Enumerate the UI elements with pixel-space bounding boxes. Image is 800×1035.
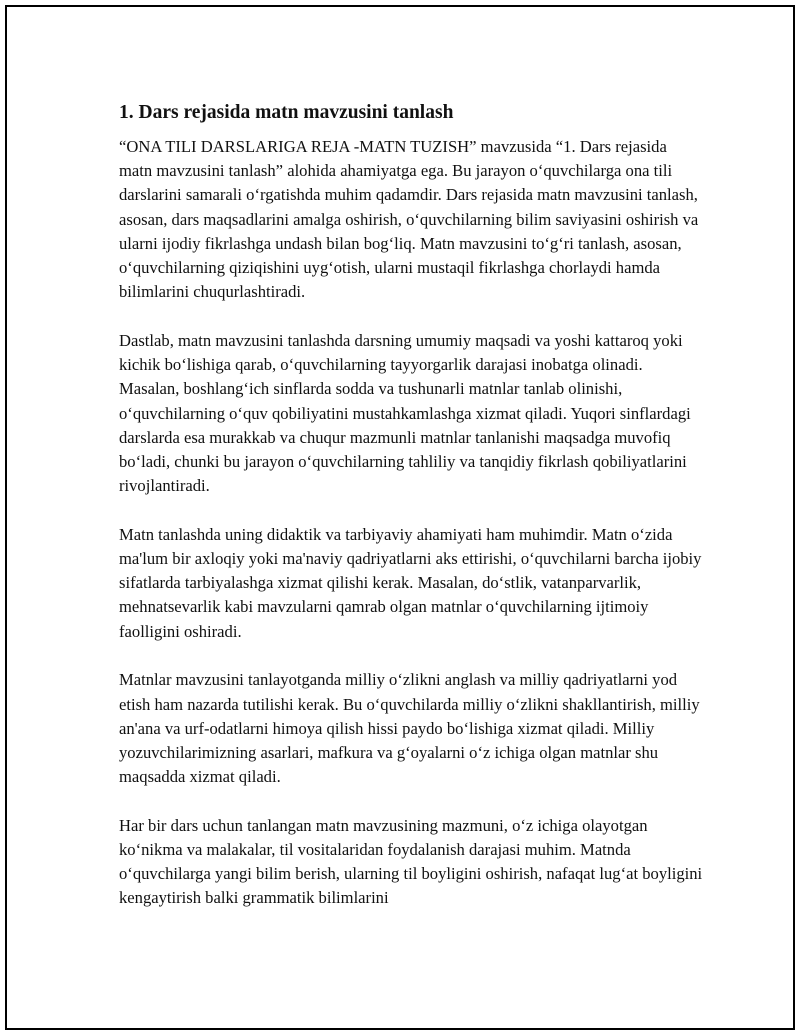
paragraph-5: Har bir dars uchun tanlangan matn mavzusining mazmuni, o‘z ichiga olayotgan ko‘nikma va malakalar, til vositalaridan foydalanish darajasi muhim. Matnda o‘quvchilarga yangi bilim berish, ularning til boyligini oshirish, nafaqat lug‘at boyligini kengaytirish balki grammatik bilimlarini bbox=[119, 815, 703, 908]
paragraph-3: Matn tanlashda uning didaktik va tarbiyaviy ahamiyati ham muhimdir. Matn o‘zida ma'lum bir axloqiy yoki ma'naviy qadriyatlarni aks ettirishi, o‘quvchilarni barcha ijobiy sifatlarda tarbiyalashga xizmat qilishi kerak. Masalan, do‘stlik, vatanparvarlik, mehnatsevarlik kabi mavzularni qamrab olgan matnlar o‘quvchilarning ijtimoiy faolligini oshiradi. bbox=[119, 524, 702, 641]
paragraph-4: Matnlar mavzusini tanlayotganda milliy o‘zlikni anglash va milliy qadriyatlarni yod etish ham nazarda tutilishi kerak. Bu o‘quvchilarda milliy o‘zlikni shakllantirish, milliy an'ana va urf-odatlarni himoya qilish hissi paydo bo‘lishiga xizmat qiladi. Milliy yozuvchilarimizning asarlari, mafkura va g‘oyalarni o‘z ichiga olgan matnlar shu maqsadda xizmat qiladi. bbox=[119, 670, 700, 787]
paragraph-1: “ONA TILI DARSLARIGA REJA -MATN TUZISH” mavzusida “1. Dars rejasida matn mavzusini tanlash” alohida ahamiyatga ega. Bu jarayon o‘quvchilarga ona tili darslarini samarali o‘rgatishda muhim qadamdir. Dars rejasida matn mavzusini tanlash, asosan, dars maqsadlarini amalga oshirish, o‘quvchilarning bilim saviyasini oshirish va ularni ijodiy fikrlashga undash bilan bog‘liq. Matn mavzusini to‘g‘ri tanlash, asosan, o‘quvchilarning qiziqishini uyg‘otish, ularni mustaqil fikrlashga chorlaydi hamda bilimlarini chuqurlashtiradi. bbox=[119, 137, 699, 302]
paragraph-2: Dastlab, matn mavzusini tanlashda darsning umumiy maqsadi va yoshi kattaroq yoki kichik bo‘lishiga qarab, o‘quvchilarning tayyorgarlik darajasi inobatga olinadi. Masalan, boshlang‘ich sinflarda sodda va tushunarli matnlar tanlab olinishi, o‘quvchilarning o‘quv qobiliyatini mustahkamlashga xizmat qiladi. Yuqori sinflardagi darslarda esa murakkab va chuqur mazmunli matnlar tanlanishi maqsadga muvofiq bo‘ladi, chunki bu jarayon o‘quvchilarning tahliliy va tanqidiy fikrlash qobiliyatlarini rivojlantiradi. bbox=[119, 330, 691, 496]
section-heading: 1. Dars rejasida matn mavzusini tanlash bbox=[119, 102, 454, 123]
page-frame bbox=[5, 5, 795, 1030]
document-body bbox=[119, 99, 704, 935]
